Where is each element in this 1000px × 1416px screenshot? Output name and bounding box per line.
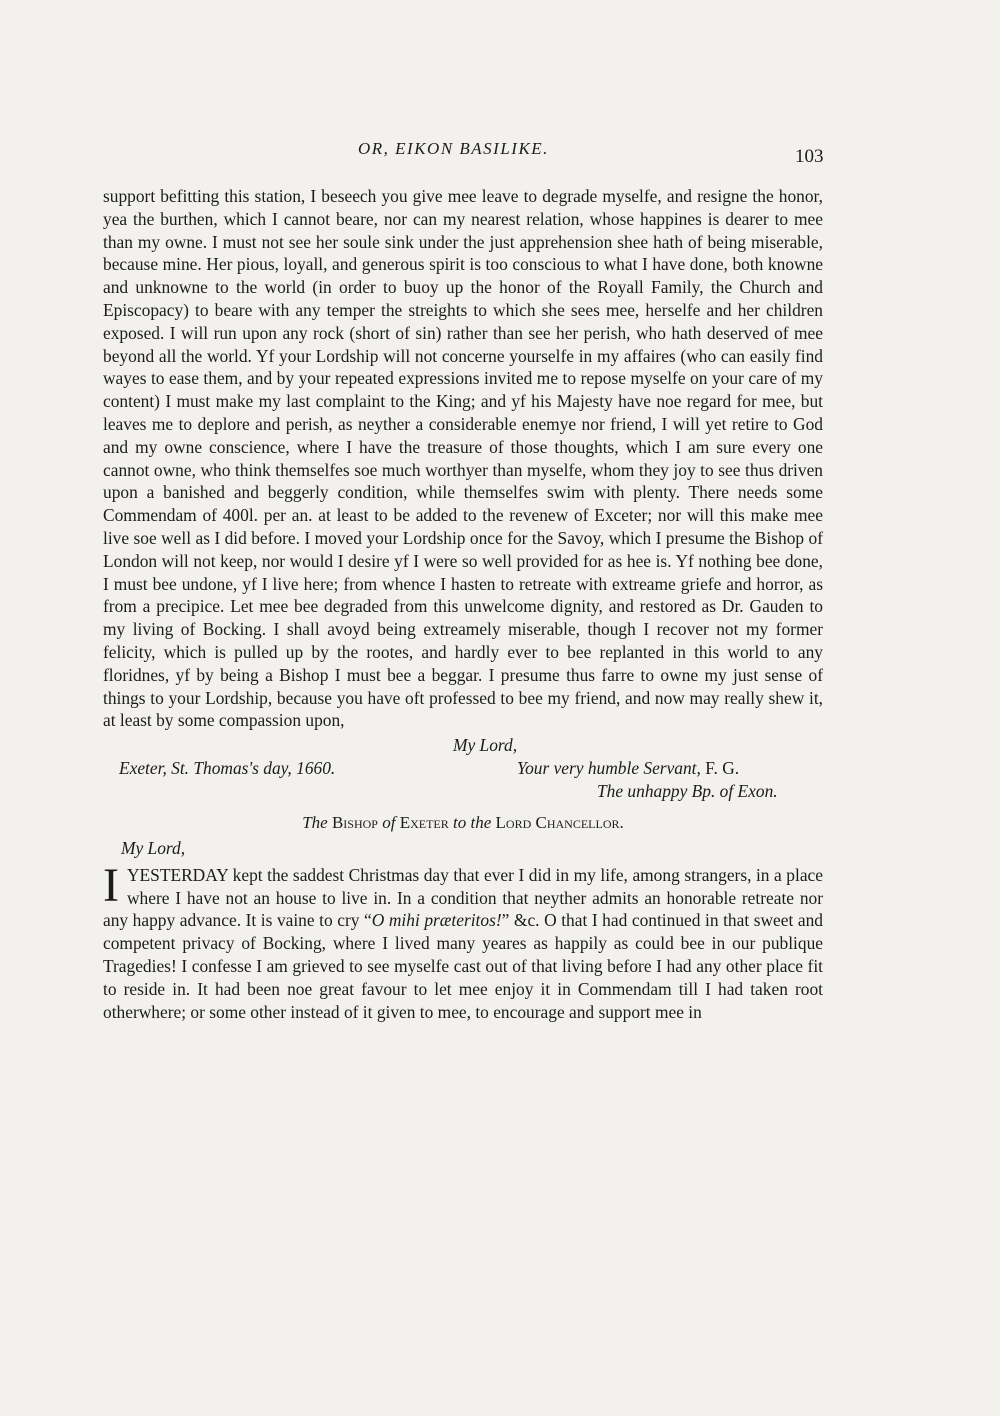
letter1-body: support befitting this station, I beseech you give mee leave to degrade myselfe, and resigne the honor, yea the burthen, which I cannot beare, nor can my nearest relation, whose happines is dearer to mee than my owne. I must not see her soule sink under the just apprehension shee hath of being miserable, because mine. Her pious, loyall, and generous spirit is too conscious to what I have done, both knowne and unknowne to the world (in order to buoy up the honor of the Royall Family, the Church and Episcopacy) to beare with any temper the streights to which she sees mee, herselfe and her children exposed. I will run upon any rock (short of sin) rather than see her perish, who hath deserved of mee beyond all the world. Yf your Lordship will not concerne yourselfe in my affaires (who can easily find wayes to ease them, and by your repeated expressions invited me to repose myselfe on your care of my content) I must make my last complaint to the King; and yf his Majesty have noe regard for mee, but leaves me to deplore and perish, as neyther a considerable enemye nor friend, I will yet retire to God and my owne conscience, where I have the treasure of those thoughts, which I am sure every one cannot owne, who think themselfes soe much worthyer than myselfe, whom they joy to see thus driven upon a banished and beggerly condition, while themselfes swim with plenty. There needs some Commendam of 400l. per an. at least to be added to the revenew of Exceter; nor will this make mee live soe well as I did before. I moved your Lordship once for the Savoy, which I presume the Bishop of London will not keep, nor would I desire yf I were so well provided for as hee is. Yf nothing bee done, I must bee undone, yf I live here; from whence I hasten to retreate with extreame griefe and horror, as from a precipice. Let mee bee degraded from this unwelcome dignity, and restored as Dr. Gauden to my living of Bocking. I shall avoyd being extreamely miserable, though I recover not my former felicity, which is pulled up by the rootes, and hardly ever to bee replanted in this world to any floridnes, yf by being a Bishop I must bee a beggar. I presume thus farre to owne my just sense of things to your Lordship, because you have oft professed to bee my friend, and now may really shew it, at least by some compassion upon, [103,186,823,731]
running-head: OR, EIKON BASILIKE. [358,139,549,158]
heading-word: the [470,813,492,833]
heading-word: Bishop [331,813,378,833]
letter2-text-start: YESTERDAY kept the saddest Christmas day that ever I did in my life, among strangers, in a place where I have not an house to live in. In a condition that neyther admits an honorable retreate nor any happy advance. It is vaine to cry “ [103,864,823,931]
latin-quote: O mihi præteritos! [371,910,502,931]
letter1-closing [103,732,823,804]
letter2-salutation: My Lord, [121,837,186,858]
signature-text: Your very humble Servant, [517,758,701,779]
page-body [103,185,823,1023]
heading-word: of [382,813,396,833]
heading-word: to [453,813,467,833]
letter1-place-date: Exeter, St. Thomas's day, 1660. [119,758,336,779]
letter1-signature-title: The unhappy Bp. of Exon. [597,781,778,802]
letter1-salutation: My Lord, [453,735,518,756]
heading-word: Exeter [399,813,449,833]
heading-word: Lord Chancellor. [495,813,624,833]
letter1-signature [517,757,739,780]
letter2-text-end: ” &c. O that I had continued in that sweet and competent privacy of Bocking, where I lived many yeares as happily as could bee in our publique Tragedies! I confesse I am grieved to see myselfe cast out of that living before I had any other place fit to reside in. It had been noe great favour to let mee enjoy it in Commendam till I had taken root otherwhere; or some other instead of it given to mee, to encourage and support mee in [103,910,823,1022]
letter2-body [103,858,823,1024]
letter2-heading [103,812,823,835]
page-number: 103 [795,146,824,167]
signature-initials: F. G. [705,758,740,779]
drop-cap: I [103,858,119,912]
heading-word: The [302,813,328,833]
